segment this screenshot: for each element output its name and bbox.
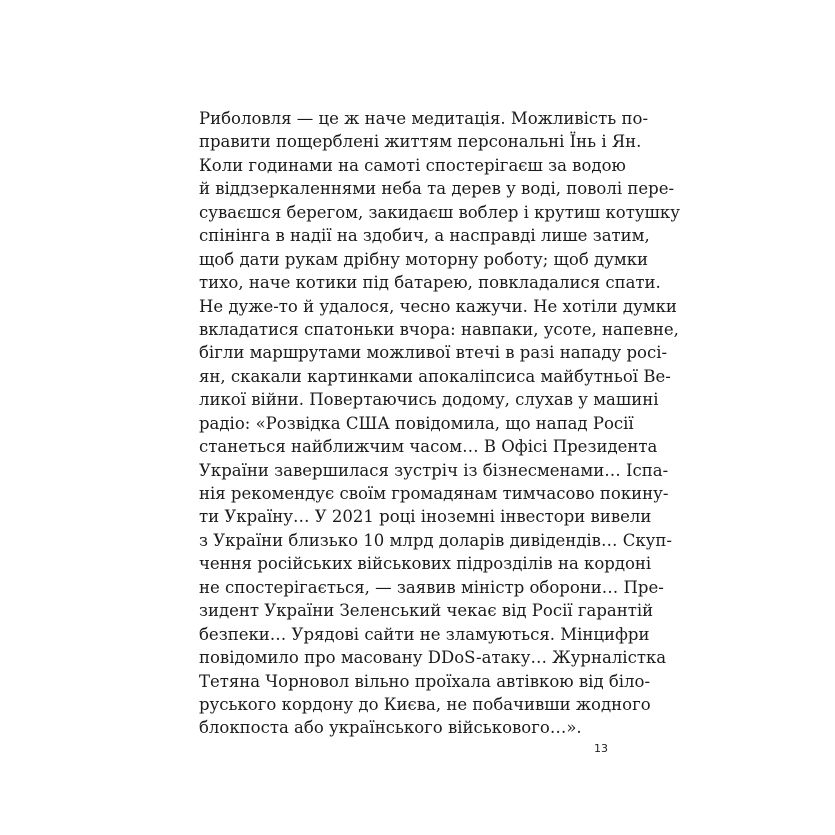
text-line: й віддзеркаленнями неба та дерев у воді, поволі пере- xyxy=(199,179,675,199)
text-line: зидент України Зеленський чекає від Росії гарантій xyxy=(199,601,654,621)
text-line: Не дуже-то й удалося, чесно кажучи. Не хотіли думки xyxy=(199,296,677,316)
text-line: України завершилася зустріч із бізнесменами… Іспа- xyxy=(199,460,669,480)
body-paragraph xyxy=(199,107,680,740)
text-line: правити пощерблені життям персональні Їнь і Ян. xyxy=(199,132,642,152)
text-line: ян, скакали картинками апокаліпсиса майбутньої Ве- xyxy=(199,366,671,386)
text-line: ликої війни. Повертаючись додому, слухав у машині xyxy=(199,390,659,410)
text-line: нія рекомендує своїм громадянам тимчасово покину- xyxy=(199,484,669,503)
text-line-last: блокпоста або українського військового…». xyxy=(199,718,582,738)
text-line: вкладатися спатоньки вчора: навпаки, усоте, напевне, xyxy=(199,319,679,339)
text-line: ти Україну… У 2021 році іноземні інвестори вивели xyxy=(199,507,652,527)
text-line: тихо, наче котики під батарею, повкладалися спати. xyxy=(199,273,661,293)
text-line: безпеки… Урядові сайти не зламуються. Мінцифри xyxy=(199,624,650,644)
text-line: не спостерігається, — заявив міністр оборони… Пре- xyxy=(199,577,664,597)
text-line: щоб дати рукам дрібну моторну роботу; щоб думки xyxy=(199,249,649,269)
text-line: чення російських військових підрозділів на кордоні xyxy=(199,554,652,574)
page-number: 13 xyxy=(594,742,608,755)
text-line: повідомило про масовану DDoS-атаку… Журналістка xyxy=(199,648,667,668)
text-line: Тетяна Чорновол вільно проїхала автівкою від біло- xyxy=(199,671,651,691)
text-line: радіо: «Розвідка США повідомила, що напад Росії xyxy=(199,413,634,433)
text-line: Коли годинами на самоті спостерігаєш за водою xyxy=(199,155,626,175)
text-line: станеться найближчим часом… В Офісі Президента xyxy=(199,437,658,457)
text-line: руського кордону до Києва, не побачивши жодного xyxy=(199,694,651,714)
text-line: Риболовля — це ж наче медитація. Можливість по- xyxy=(199,109,649,128)
text-line: спінінга в надії на здобич, а насправді лише затим, xyxy=(199,226,650,246)
text-line: з України близько 10 млрд доларів дивідендів… Скуп- xyxy=(199,530,672,550)
text-line: суваєшся берегом, закидаєш воблер і крутиш котушку xyxy=(199,202,680,222)
text-line: бігли маршрутами можливої втечі в разі нападу росі- xyxy=(199,343,668,363)
